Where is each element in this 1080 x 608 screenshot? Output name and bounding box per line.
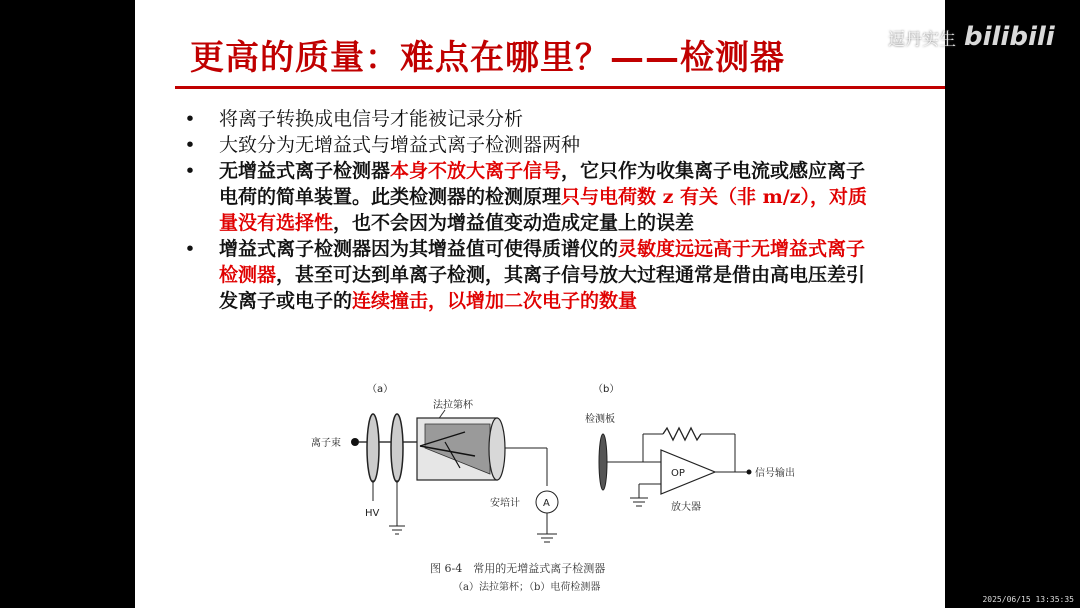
bullet-text: ，甚至可达到单离子检测，其离子信号放大过程通常是借由高电压差引发离子或电子的 xyxy=(219,264,866,312)
video-timestamp: 2025/06/15 13:35:35 xyxy=(982,595,1074,604)
signal-output-label: 信号输出 xyxy=(755,468,795,479)
bullet-item xyxy=(183,106,883,132)
bullet-dot-icon: • xyxy=(184,134,196,156)
bullet-highlight: 只与电荷数 z 有关（非 m/z），对质量没有选择性 xyxy=(219,186,867,234)
bullet-text: 将离子转换成电信号才能被记录分析 xyxy=(219,108,524,130)
bullet-dot-icon: • xyxy=(184,160,196,182)
bullet-item xyxy=(183,132,883,158)
figure-subcaption: （a）法拉第杯；（b）电荷检测器 xyxy=(453,582,601,593)
ion-beam-label: 离子束 xyxy=(311,438,341,449)
electrode-ring-2 xyxy=(391,414,403,482)
op-label: OP xyxy=(671,468,685,479)
bullet-list xyxy=(183,106,883,314)
figure-caption: 图 6-4 常用的无增益式离子检测器 xyxy=(430,562,606,575)
detector-plate xyxy=(599,434,607,490)
bullet-dot-icon: • xyxy=(184,238,196,260)
hv-label: HV xyxy=(365,508,380,519)
panel-b-label: （b） xyxy=(593,384,620,395)
op-amp-icon xyxy=(661,450,715,494)
slide xyxy=(135,0,945,608)
feedback-resistor-icon xyxy=(663,428,701,440)
title-underline xyxy=(175,86,945,89)
bilibili-logo-icon: bilibili xyxy=(964,22,1055,52)
electrode-ring-1 xyxy=(367,414,379,482)
detector-figure xyxy=(285,376,805,606)
amplifier-label: 放大器 xyxy=(671,502,701,513)
slide-title: 更高的质量：难点在哪里？——检测器 xyxy=(190,38,785,78)
bullet-item xyxy=(183,158,883,236)
faraday-cup-label: 法拉第杯 xyxy=(433,400,473,411)
watermark xyxy=(888,22,1055,52)
bullet-text: 无增益式离子检测器 xyxy=(219,160,391,182)
bullet-text: 大致分为无增益式与增益式离子检测器两种 xyxy=(219,134,581,156)
watermark-text: 逗丹实生 xyxy=(888,29,956,50)
bullet-item xyxy=(183,236,883,314)
panel-a-label: （a） xyxy=(367,384,394,395)
ammeter-label: 安培计 xyxy=(490,498,520,509)
ammeter-symbol: A xyxy=(543,498,550,509)
bullet-dot-icon: • xyxy=(184,108,196,130)
bullet-text: ，也不会因为增益值变动造成定量上的误差 xyxy=(333,212,695,234)
detector-plate-label: 检测板 xyxy=(585,414,615,425)
output-node xyxy=(747,470,752,475)
bullet-highlight: 本身不放大离子信号 xyxy=(390,160,562,182)
bullet-highlight: 连续撞击，以增加二次电子的数量 xyxy=(352,290,638,312)
bullet-text: 增益式离子检测器因为其增益值可使得质谱仪的 xyxy=(219,238,619,260)
ion-source-dot xyxy=(351,438,359,446)
faraday-cup-end xyxy=(489,418,505,480)
bullet-highlight: 灵敏度远远高于无增益式离子检测器 xyxy=(219,238,866,286)
bullet-text: ，它只作为收集离子电流或感应离子电荷的简单装置。此类检测器的检测原理 xyxy=(219,160,866,208)
